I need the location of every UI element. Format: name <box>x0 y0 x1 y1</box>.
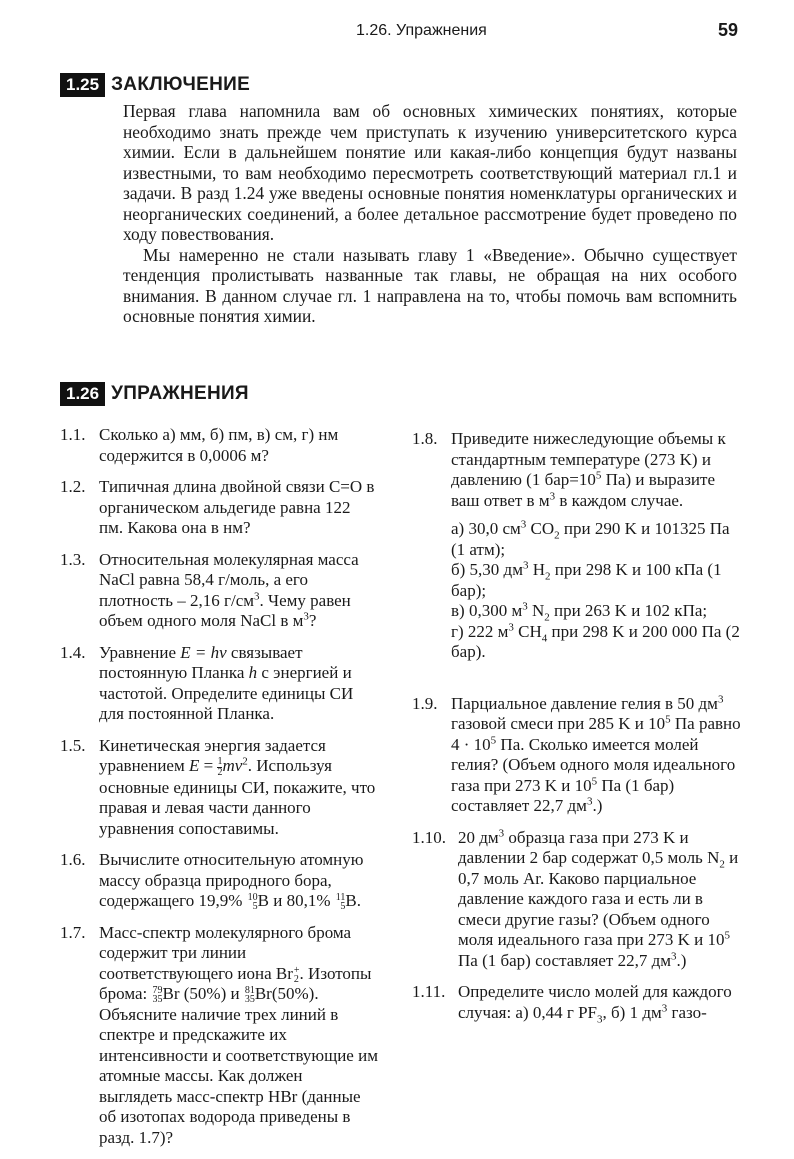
exercise-number: 1.4. <box>60 642 86 662</box>
subitem: г) 222 $м^3$ $CH_4$ при 298 K и 200 000 Па (2 бар). <box>451 620 740 661</box>
exercise-item <box>60 550 378 632</box>
exercise-text: 20 $дм^3$ образца газа при 273 K и давлении 2 бар содержат 0,5 моль $N_2$ и 0,7 моль Ar. Каково парциальное давление каждого газа и есть ли в смеси другие газы? (Объем одного моля идеального газа при 273 K и $10^5$ Па (1 бар) составляет 22,7 $дм^3$.) <box>458 826 739 970</box>
exercise-item <box>412 429 742 663</box>
exercise-number: 1.7. <box>60 922 86 942</box>
exercise-number: 1.9. <box>412 693 438 713</box>
conclusion-paragraph: Первая глава напомнила вам об основных химических понятиях, которые необходимо знать прежде чем приступать к изучению университетского курса химии. Если в дальнейшем понятие или какая-либо концепция будут названы известными, то вам необходимо пересмотреть соответствующий материал гл.1 и задачи. В разд 1.24 уже введены основные понятия номенклатуры органических и неорганических соединений, а более детальное рассмотрение будет проведено по ходу повествования. <box>123 101 737 244</box>
conclusion-paragraph: Мы намеренно не стали называть главу 1 «Введение». Обычно существует тенденция пролистывать названные так главы, не обращая на них особого внимания. В данном случае гл. 1 направлена на то, чтобы помочь вам вспомнить основные понятия химии. <box>123 244 737 326</box>
exercise-number: 1.3. <box>60 549 86 569</box>
exercise-item <box>412 694 742 817</box>
exercises-right-column <box>412 429 742 1034</box>
section-number: 1.26 <box>60 382 105 406</box>
exercise-item <box>60 736 378 840</box>
exercise-item <box>60 643 378 725</box>
section-heading-conclusion <box>60 73 250 97</box>
running-title: 1.26. Упражнения <box>356 22 487 39</box>
section-number: 1.25 <box>60 73 105 97</box>
exercise-item <box>60 850 378 912</box>
isotope-label: 79 35 <box>152 985 163 1006</box>
exercise-text: Кинетическая энергия задается уравнением E = $\frac{1}{2}$ $mv^2$. Используя основные единицы СИ, покажите, что правая и левая части данного уравнения сопоставимы. <box>99 735 376 838</box>
exercise-number: 1.1. <box>60 425 86 444</box>
section-heading-exercises <box>60 382 249 406</box>
exercise-text: Относительная молекулярная масса NaCl равна 58,4 г/моль, а его плотность – 2,16 $г/см^3$. Чему равен объем одного моля NaCl в $м^3$? <box>99 549 359 630</box>
exercise-text: Вычислите относительную атомную массу образца природного бора, содержащего 19,9% 10 5 B и 80,1% 11 5 B. <box>99 850 364 913</box>
exercise-item <box>412 828 742 972</box>
exercise-number: 1.5. <box>60 735 86 755</box>
exercise-number: 1.11. <box>412 982 446 1001</box>
exercise-number: 1.2. <box>60 477 86 496</box>
isotope-label: 11 5 <box>335 892 346 913</box>
exercise-item <box>412 982 742 1023</box>
exercise-number: 1.8. <box>412 429 438 448</box>
exercise-item <box>60 923 378 1149</box>
exercise-text: Уравнение E = hν связывает постоянную Планка h с энергией и частотой. Определите единицы СИ для постоянной Планка. <box>99 642 354 723</box>
exercises-left-column <box>60 425 378 1159</box>
ion-charge: + 2 <box>293 964 300 985</box>
section-title: ЗАКЛЮЧЕНИЕ <box>111 74 251 95</box>
exercise-subitems <box>451 519 742 663</box>
exercise-text: Типичная длина двойной связи C=O в органическом альдегиде равна 122 пм. Какова она в нм? <box>99 477 375 537</box>
exercise-text: Приведите нижеследующие объемы к стандартным температуре (273 K) и давлению (1 $бар=10^5$ Па) и выразите ваш ответ в $м^3$ в каждом случае. а) 30,0 $см^3$ $CO_2$ при 290 K и 101325 Па (1 атм); б) 5,30 $дм^3$ $H_2$ при 298 K и 100 кПа (1 бар); в) 0,300 $м^3$ $N_2$ при 263 K и 102 кПа; г) 222 $м^3$ $CH_4$ при 298 K и 200 000 Па (2 бар). <box>451 429 742 663</box>
section-title: УПРАЖНЕНИЯ <box>111 383 249 404</box>
page-number: 59 <box>717 20 738 40</box>
isotope-label: 10 5 <box>247 892 258 913</box>
exercise-text: Масс-спектр молекулярного брома содержит три линии соответствующего иона Br + 2 . Изотопы брома: 79 35 Br (50%) и 81 35 Br(50%). Объясните наличие трех линий в спектре и предскажите их интенсивности и соответствующие им атомные массы. Как должен выглядеть масс-спектр HBr (данные об изотопах водорода приведены в разд. 1.7)? <box>99 922 378 1147</box>
exercise-text: Парциальное давление гелия в 50 $дм^3$ газовой смеси при 285 K и $10^5$ Па равно $4 \cdot 10^5$ Па. Сколько имеется молей гелия? (Объем одного моля идеального газа при 273 K и $10^5$ Па (1 бар) составляет 22,7 $дм^3$.) <box>451 692 741 815</box>
exercise-number: 1.6. <box>60 850 86 870</box>
subitem: в) 0,300 $м^3$ $N_2$ при 263 K и 102 кПа; <box>451 600 708 624</box>
subitem: а) 30,0 $см^3$ $CO_2$ при 290 K и 101325 Па (1 атм); <box>451 518 730 559</box>
exercise-item <box>60 425 378 466</box>
exercise-text: Определите число молей для каждого случая: а) 0,44 г $PF_3$, б) 1 $дм^3$ газо- <box>458 982 732 1025</box>
subitem: б) 5,30 $дм^3$ $H_2$ при 298 K и 100 кПа (1 бар); <box>451 559 722 600</box>
isotope-label: 81 35 <box>244 985 255 1006</box>
conclusion-body <box>123 101 737 327</box>
fraction: $\frac{1}{2}$ <box>217 755 223 778</box>
exercise-number: 1.10. <box>412 827 446 847</box>
exercise-item <box>60 477 378 539</box>
exercise-text: Сколько а) мм, б) пм, в) см, г) нм содержится в 0,0006 м? <box>99 425 339 465</box>
